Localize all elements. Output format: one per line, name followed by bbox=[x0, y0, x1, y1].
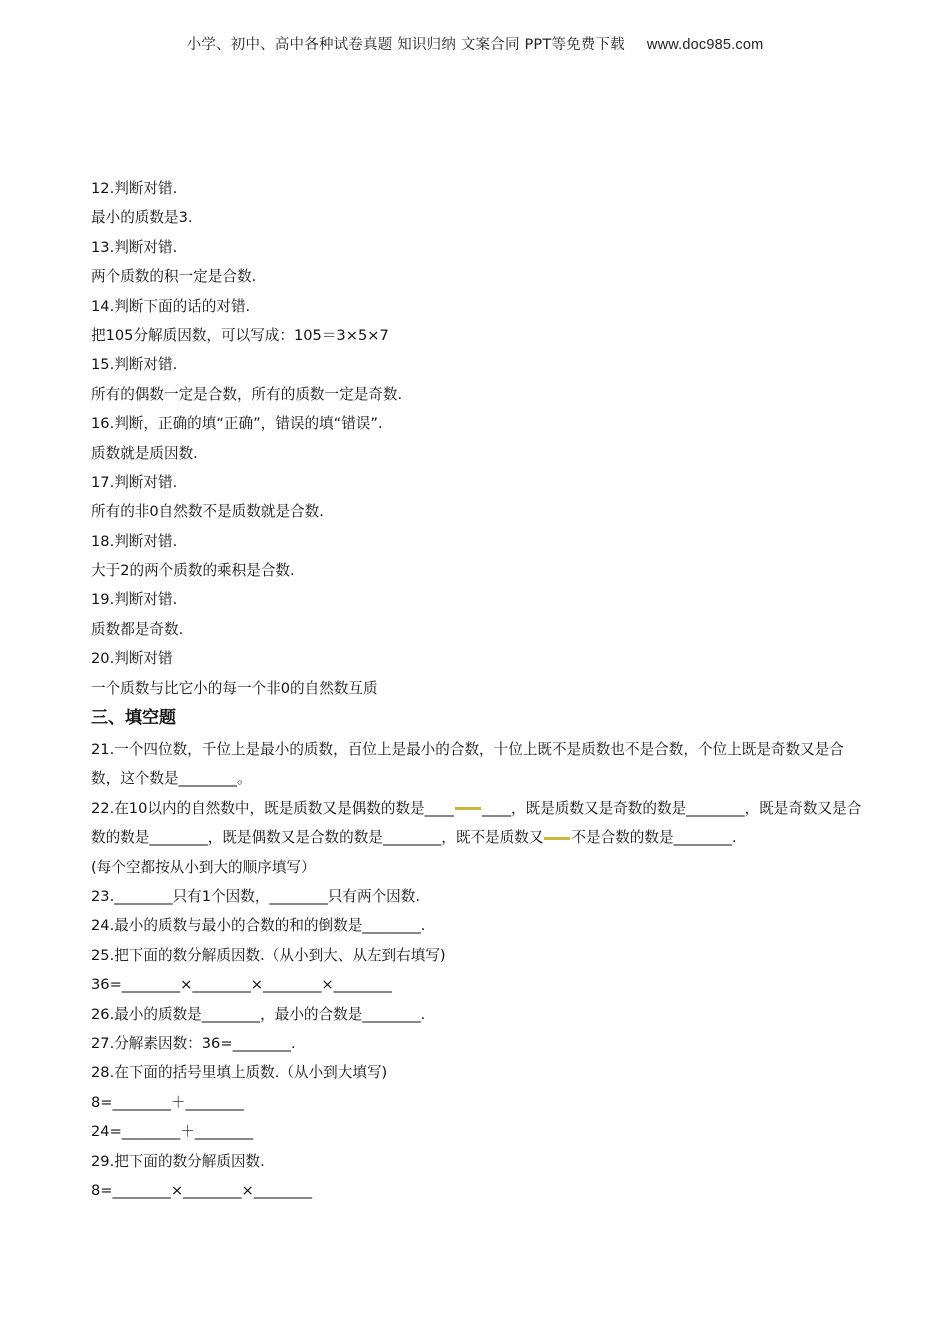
question-13-title: 13.判断对错. bbox=[91, 238, 178, 256]
question-25-blanks: 36=________×________×________×________ bbox=[91, 976, 392, 994]
question-17-statement: 所有的非0自然数不是质数就是合数. bbox=[91, 503, 324, 521]
question-28-blank-8: 8=________＋________ bbox=[91, 1093, 244, 1111]
question-21: 21.一个四位数，千位上是最小的质数，百位上是最小的合数，十位上既不是质数也不是合数，个位上既是奇数又是合数，这个数是________。 bbox=[91, 741, 844, 788]
highlight-mark bbox=[455, 807, 481, 810]
question-22-part2: ____，既是质数又是奇数的数是________，既是奇数又是合数的数是________，既是偶数又是合数的数是________，既不是质数又 bbox=[91, 799, 862, 847]
question-25-title: 25.把下面的数分解质因数.（从小到大、从左到右填写) bbox=[91, 946, 446, 964]
page-header bbox=[0, 33, 950, 54]
question-27: 27.分解素因数：36=________. bbox=[91, 1035, 296, 1052]
question-26: 26.最小的质数是________，最小的合数是________. bbox=[91, 1005, 426, 1023]
question-12-statement: 最小的质数是3. bbox=[91, 209, 193, 227]
question-22 bbox=[91, 794, 866, 853]
section-title: 三、填空题 bbox=[91, 708, 176, 729]
question-19-statement: 质数都是奇数. bbox=[91, 620, 184, 638]
question-15-title: 15.判断对错. bbox=[91, 356, 178, 374]
question-19-title: 19.判断对错. bbox=[91, 591, 178, 609]
question-29-blanks: 8=________×________×________ bbox=[91, 1181, 313, 1199]
question-22-part3: 不是合数的数是________. bbox=[571, 829, 737, 847]
question-29-title: 29.把下面的数分解质因数. bbox=[91, 1152, 265, 1170]
header-text: 小学、初中、高中各种试卷真题 知识归纳 文案合同 PPT等免费下载 bbox=[186, 37, 625, 53]
question-14-title: 14.判断下面的话的对错. bbox=[91, 297, 251, 315]
question-16-title: 16.判断，正确的填“正确”，错误的填“错误”. bbox=[91, 415, 383, 433]
question-22-part1: 22.在10以内的自然数中，既是质数又是偶数的数是____ bbox=[91, 799, 454, 817]
fill-order-note: (每个空都按从小到大的顺序填写） bbox=[91, 858, 316, 876]
question-20-title: 20.判断对错 bbox=[91, 650, 173, 668]
question-15-statement: 所有的偶数一定是合数，所有的质数一定是奇数. bbox=[91, 385, 403, 403]
question-12-title: 12.判断对错. bbox=[91, 180, 178, 197]
question-13-statement: 两个质数的积一定是合数. bbox=[91, 268, 257, 286]
header-url[interactable]: www.doc985.com bbox=[646, 37, 764, 53]
question-18-title: 18.判断对错. bbox=[91, 532, 178, 550]
question-28-title: 28.在下面的括号里填上质数.（从小到大填写) bbox=[91, 1064, 388, 1082]
question-14-statement: 把105分解质因数，可以写成：105＝3×5×7 bbox=[91, 326, 389, 344]
highlight-mark bbox=[544, 837, 570, 840]
question-16-statement: 质数就是质因数. bbox=[91, 444, 198, 462]
question-28-blank-24: 24=________＋________ bbox=[91, 1123, 254, 1141]
question-18-statement: 大于2的两个质数的乘积是合数. bbox=[91, 562, 295, 580]
question-23: 23.________只有1个因数，________只有两个因数. bbox=[91, 888, 421, 906]
question-17-title: 17.判断对错. bbox=[91, 473, 178, 491]
question-20-statement: 一个质数与比它小的每一个非0的自然数互质 bbox=[91, 679, 378, 697]
question-24: 24.最小的质数与最小的合数的和的倒数是________. bbox=[91, 917, 426, 935]
document-body bbox=[91, 174, 866, 1205]
